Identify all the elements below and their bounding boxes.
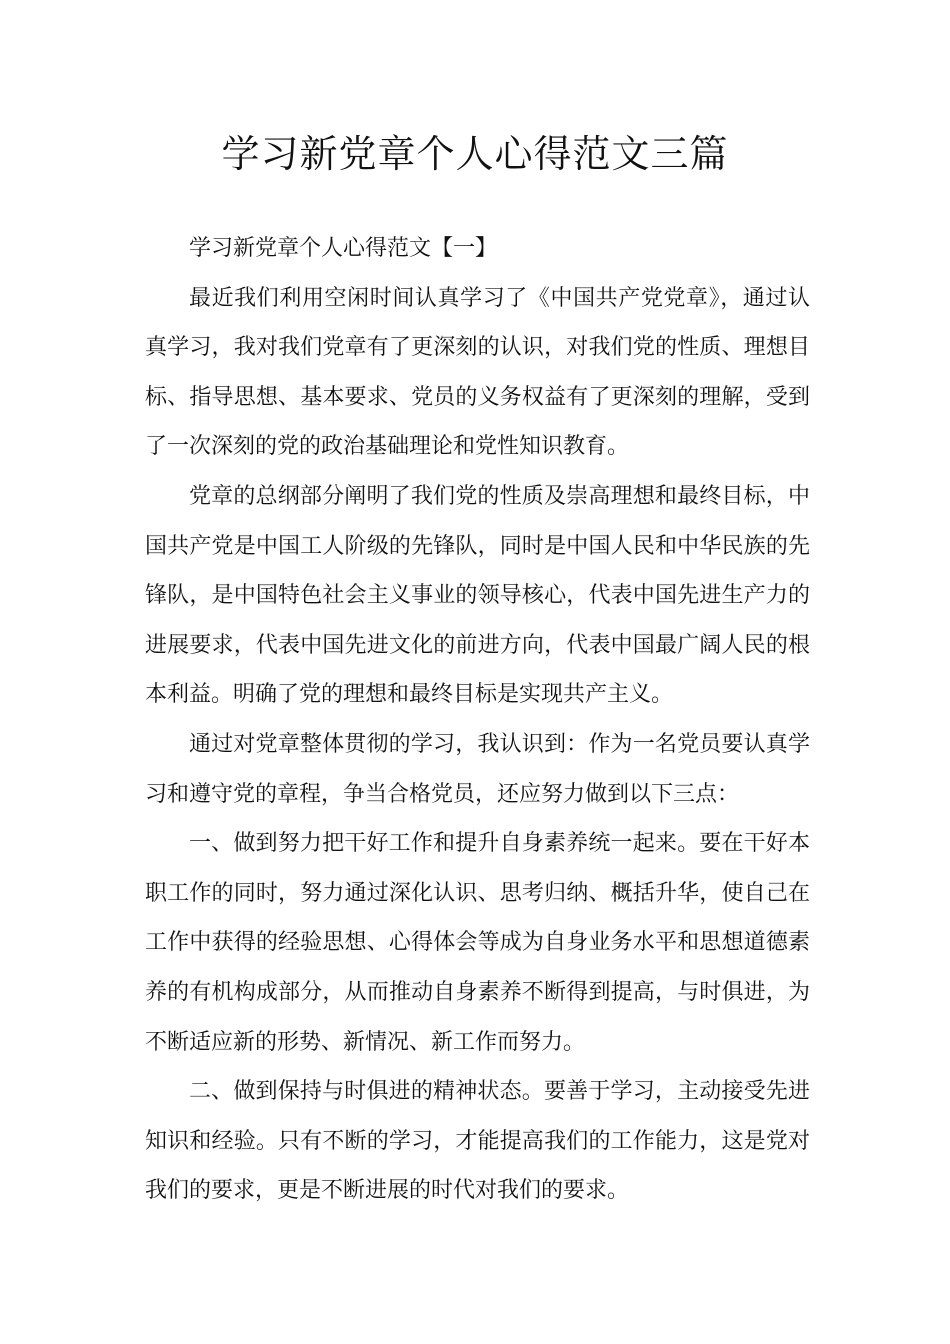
document-body (145, 224, 810, 1216)
paragraph-point-two: 二、做到保持与时俱进的精神状态。要善于学习，主动接受先进知识和经验。只有不断的学习，才能提高我们的工作能力，这是党对我们的要求，更是不断进展的时代对我们的要求。 (145, 1079, 810, 1204)
section-heading: 学习新党章个人心得范文【一】 (189, 236, 498, 261)
paragraph-understanding: 通过对党章整体贯彻的学习，我认识到：作为一名党员要认真学习和遵守党的章程，争当合格党员，还应努力做到以下三点： (145, 731, 810, 807)
paragraph-point-one: 一、做到努力把干好工作和提升自身素养统一起来。要在干好本职工作的同时，努力通过深化认识、思考归纳、概括升华，使自己在工作中获得的经验思想、心得体会等成为自身业务水平和思想道德素养的有机构成部分，从而推动自身素养不断得到提高，与时俱进，为不断适应新的形势、新情况、新工作而努力。 (145, 831, 810, 1055)
paragraph-general-program: 党章的总纲部分阐明了我们党的性质及崇高理想和最终目标，中国共产党是中国工人阶级的先锋队，同时是中国人民和中华民族的先锋队，是中国特色社会主义事业的领导核心，代表中国先进生产力的进展要求，代表中国先进文化的前进方向，代表中国最广阔人民的根本利益。明确了党的理想和最终目标是实现共产主义。 (145, 483, 810, 708)
document-title: 学习新党章个人心得范文三篇 (221, 132, 729, 176)
paragraph-intro: 最近我们利用空闲时间认真学习了《中国共产党党章》，通过认真学习，我对我们党章有了更深刻的认识，对我们党的性质、理想目标、指导思想、基本要求、党员的义务权益有了更深刻的理解，受到了一次深刻的党的政治基础理论和党性知识教育。 (145, 285, 810, 460)
